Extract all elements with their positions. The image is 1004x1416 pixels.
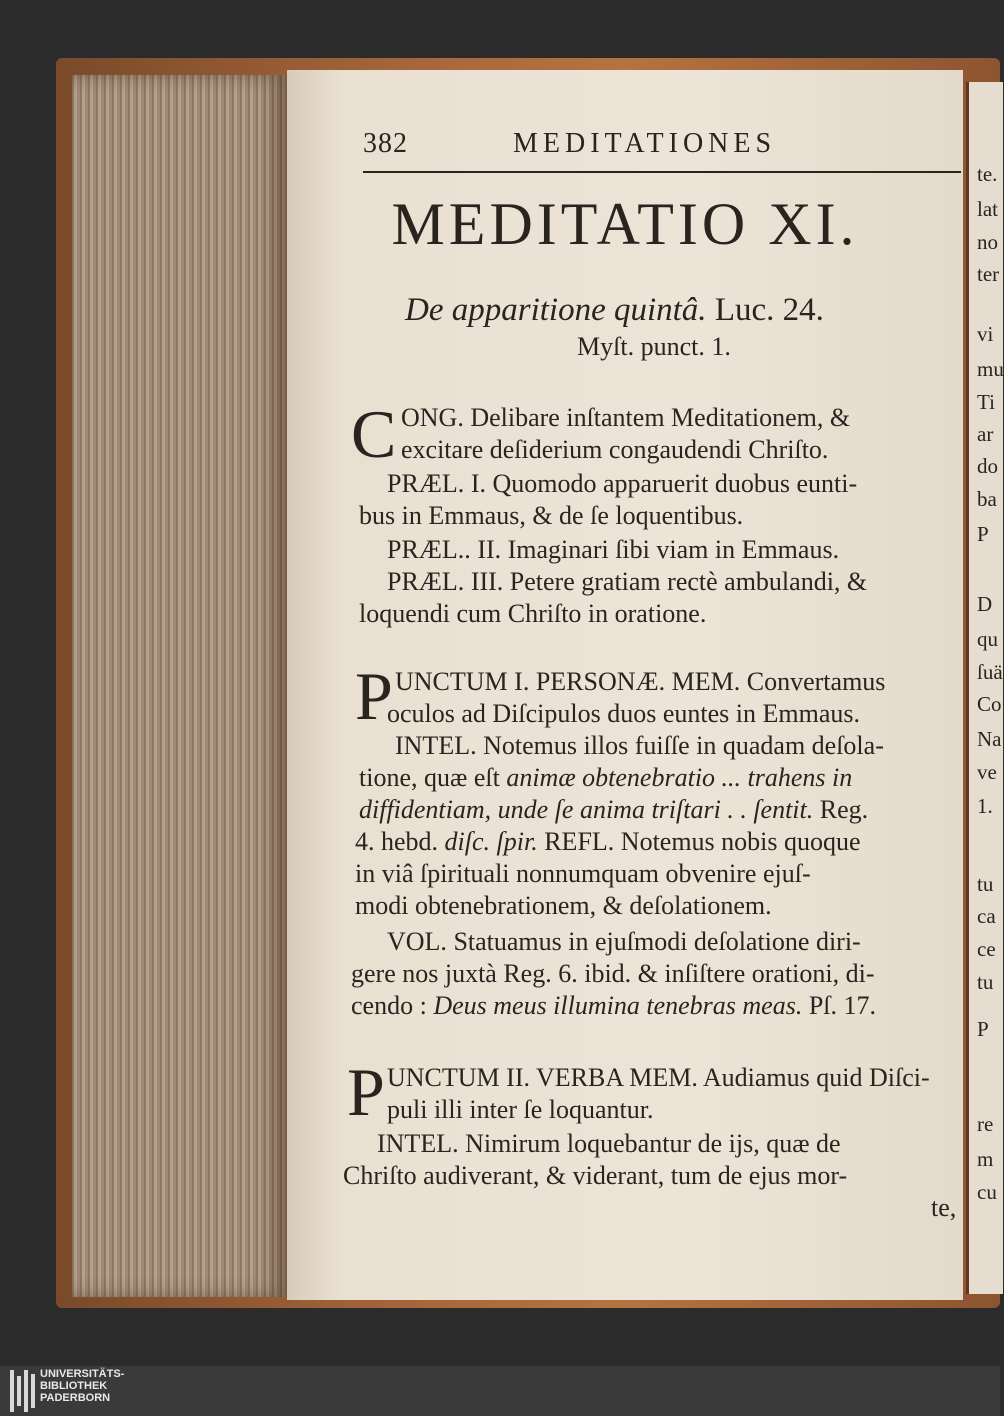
library-name-line: BIBLIOTHEK: [40, 1380, 108, 1392]
book-page: [287, 70, 963, 1300]
meditation-title: MEDITATIO XI.: [391, 191, 859, 257]
text-span: Convertamus: [740, 667, 886, 696]
facing-page-fragment: ter: [977, 262, 1000, 286]
facing-page-fragment: ba: [977, 487, 997, 511]
drop-cap-c: C: [351, 396, 397, 472]
drop-cap-p: P: [347, 1054, 385, 1130]
facing-page-fragment: D: [977, 592, 993, 616]
refl-label: REFL.: [537, 827, 615, 856]
facing-page-fragment: vi: [977, 322, 994, 346]
facing-page-fragment: re: [977, 1112, 994, 1136]
library-name: [40, 1368, 240, 1404]
facing-page-fragment: mu: [977, 357, 1004, 381]
facing-page-fragment: ce: [977, 937, 996, 961]
text-span: Notemus nobis quoque: [614, 827, 861, 856]
prael-label: PRÆL.: [387, 567, 465, 596]
text-span: Pſ. 17.: [802, 991, 877, 1020]
drop-cap-p: P: [355, 658, 393, 734]
text-span: animæ obtenebratio ... trahens in: [506, 763, 853, 792]
text-line: [355, 826, 861, 858]
facing-page-fragment: qu: [977, 627, 998, 651]
text-span: III. Petere gratiam rectè ambulandi, &: [464, 567, 868, 596]
text-line: [351, 990, 876, 1022]
text-span: diffidentiam, unde ſe anima triſtari . . ſentit.: [359, 795, 814, 824]
text-line: puli illi inter ſe loquantur.: [387, 1095, 654, 1124]
subtitle-italic: De apparitione quintâ.: [405, 292, 707, 328]
facing-page-fragment: P: [977, 522, 989, 546]
facing-page-fragment: te.: [977, 162, 998, 186]
text-span: Deus meus illumina tenebras meas.: [433, 991, 803, 1020]
text-line: [387, 566, 867, 598]
facing-page-fragment: 1.: [977, 794, 993, 818]
text-line: [387, 926, 861, 958]
text-span: I. Quomodo apparuerit duobus eunti-: [464, 469, 858, 498]
facing-page-fragment: ſuä: [977, 660, 1003, 684]
intel-label: INTEL.: [395, 731, 477, 760]
text-line: [387, 534, 839, 566]
facing-page-fragment: ve: [977, 760, 997, 784]
text-line: loquendi cum Chriſto in oratione.: [359, 599, 707, 628]
intel-label: INTEL.: [377, 1129, 459, 1158]
library-logo-icon: [10, 1370, 36, 1412]
page-number: 382: [363, 128, 408, 159]
facing-page-fragment: no: [977, 230, 998, 254]
library-name-line: PADERBORN: [40, 1392, 111, 1404]
text-span: 4. hebd.: [355, 827, 445, 856]
text-line: oculos ad Diſcipulos duos euntes in Emmaus.: [387, 699, 861, 728]
text-line: in viâ ſpirituali nonnumquam obvenire ejuſ-: [355, 859, 811, 888]
text-span: diſc. ſpir.: [444, 827, 538, 856]
facing-page-fragment: tu: [977, 872, 994, 896]
facing-page-fragment: cu: [977, 1180, 997, 1204]
meditation-subtitle: [405, 292, 824, 329]
text-span: Notemus illos fuiſſe in quadam deſola-: [476, 731, 884, 760]
text-line: [359, 794, 868, 826]
page-edges: [72, 75, 287, 1297]
text-span: II. Imaginari ſibi viam in Emmaus.: [470, 535, 840, 564]
text-line: [395, 666, 885, 698]
text-span: cendo :: [351, 991, 434, 1020]
scripture-reference: Luc. 24.: [714, 292, 824, 328]
text-line: excitare deſiderium congaudendi Chriſto.: [401, 435, 829, 464]
facing-page-fragment: Co: [977, 692, 1002, 716]
text-line: [387, 1062, 930, 1094]
prael-label: PRÆL.: [387, 469, 465, 498]
library-name-line: UNIVERSITÄTS-: [40, 1368, 125, 1380]
header-rule: [363, 171, 961, 173]
text-line: [377, 1128, 841, 1160]
text-span: Statuamus in ejuſmodi deſolatione diri-: [446, 927, 861, 956]
facing-page-fragment: lat: [977, 197, 998, 221]
text-line: gere nos juxtà Reg. 6. ibid. & inſiſtere orationi, di-: [351, 959, 875, 988]
text-line: [359, 762, 852, 794]
text-line: Chriſto audiverant, & viderant, tum de ejus mor-: [343, 1161, 848, 1190]
facing-page-fragment: Na: [977, 727, 1002, 751]
facing-page-fragment: P: [977, 1017, 989, 1041]
facing-page-fragment: do: [977, 454, 998, 478]
text-line: [401, 402, 850, 434]
facing-page-fragment: ca: [977, 904, 996, 928]
facing-page-fragment: m: [977, 1147, 994, 1171]
facing-page-fragment: tu: [977, 970, 994, 994]
punctum-heading: UNCTUM I. PERSONÆ. MEM.: [395, 667, 741, 696]
text-span: Reg.: [813, 795, 869, 824]
facing-page-edge: [966, 82, 1003, 1294]
prael-label: PRÆL..: [387, 535, 471, 564]
text-line: modi obtenebrationem, & deſolationem.: [355, 891, 772, 920]
mystery-reference: Myſt. punct. 1.: [577, 332, 731, 361]
text-line: [395, 730, 884, 762]
text-line: [387, 468, 857, 500]
text-span: Delibare inſtantem Meditationem, &: [463, 403, 851, 432]
running-title: MEDITATIONES: [513, 128, 777, 159]
text-span: Audiamus quid Diſci-: [697, 1063, 930, 1092]
facing-page-fragment: ar: [977, 422, 994, 446]
text-line: bus in Emmaus, & de ſe loquentibus.: [359, 501, 744, 530]
text-span: tione, quæ eſt: [359, 763, 507, 792]
page-header: [363, 128, 961, 168]
text-span: Nimirum loquebantur de ijs, quæ de: [458, 1129, 841, 1158]
facing-page-fragment: Ti: [977, 390, 995, 414]
catchword: te,: [931, 1193, 957, 1222]
cong-label: ONG.: [401, 403, 464, 432]
punctum-heading: UNCTUM II. VERBA MEM.: [387, 1063, 698, 1092]
vol-label: VOL.: [387, 927, 447, 956]
